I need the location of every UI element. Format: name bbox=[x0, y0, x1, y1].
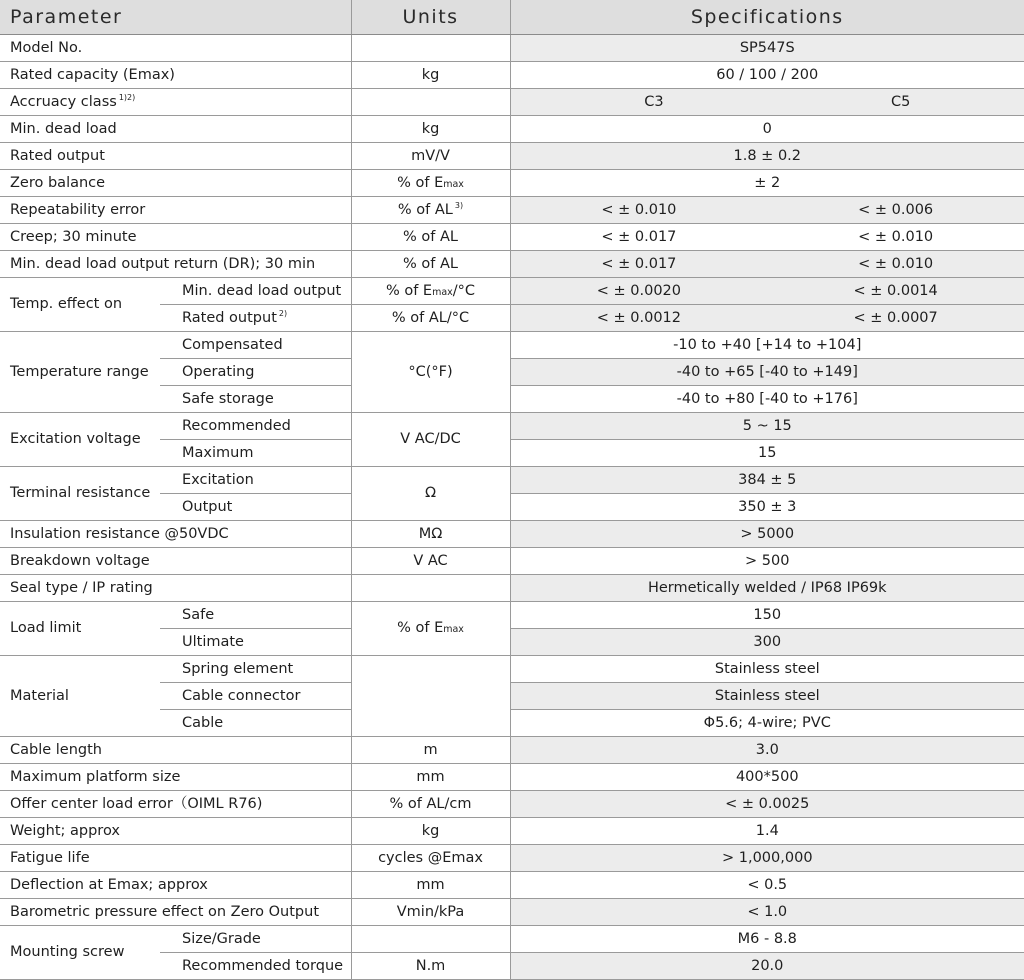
sub-safe-storage: Safe storage bbox=[160, 386, 351, 413]
table-row bbox=[0, 791, 1024, 818]
param-terminal: Terminal resistance bbox=[0, 467, 160, 521]
unit-text: % of AL bbox=[397, 202, 453, 219]
table-row bbox=[0, 899, 1024, 926]
sub-recommended-torque: Recommended torque bbox=[160, 953, 351, 980]
sub-ultimate: Ultimate bbox=[160, 629, 351, 656]
unit-excitation: V AC/DC bbox=[351, 413, 510, 467]
value-seal: Hermetically welded / IP68 IP69k bbox=[510, 575, 1024, 602]
value-torque: 20.0 bbox=[510, 953, 1024, 980]
unit-temp-range: °C(°F) bbox=[351, 332, 510, 413]
unit-model bbox=[351, 35, 510, 62]
param-mounting-screw: Mounting screw bbox=[0, 926, 160, 980]
unit-size-grade bbox=[351, 926, 510, 953]
unit-insulation: MΩ bbox=[351, 521, 510, 548]
value-zero-balance: ± 2 bbox=[510, 170, 1024, 197]
value-terminal-excitation: 384 ± 5 bbox=[510, 467, 1024, 494]
param-capacity: Rated capacity (Emax) bbox=[0, 62, 351, 89]
value-c5: < ± 0.010 bbox=[858, 228, 934, 245]
param-cable-length: Cable length bbox=[0, 737, 351, 764]
value-c3: < ± 0.0020 bbox=[596, 282, 682, 299]
value-platform: 400*500 bbox=[510, 764, 1024, 791]
value-ultimate: 300 bbox=[510, 629, 1024, 656]
table-row bbox=[0, 278, 1024, 305]
sub-rated-output bbox=[160, 305, 351, 332]
param-model: Model No. bbox=[0, 35, 351, 62]
value-c3: < ± 0.017 bbox=[601, 255, 677, 272]
unit-text: % of E bbox=[397, 620, 444, 637]
value-offcenter: < ± 0.0025 bbox=[510, 791, 1024, 818]
param-accuracy-label: Accruacy class bbox=[10, 94, 117, 111]
unit-suffix: /°C bbox=[452, 282, 476, 299]
param-offcenter: Offer center load error（OIML R76) bbox=[0, 791, 351, 818]
param-weight: Weight; approx bbox=[0, 818, 351, 845]
table-row bbox=[0, 89, 1024, 116]
param-temp-effect: Temp. effect on bbox=[0, 278, 160, 332]
unit-dr: % of AL bbox=[351, 251, 510, 278]
table-row bbox=[0, 143, 1024, 170]
table-row bbox=[0, 62, 1024, 89]
value-breakdown: > 500 bbox=[510, 548, 1024, 575]
param-barometric: Barometric pressure effect on Zero Output bbox=[0, 899, 351, 926]
param-min-dead-load: Min. dead load bbox=[0, 116, 351, 143]
unit-repeatability bbox=[351, 197, 510, 224]
table-row bbox=[0, 116, 1024, 143]
table-row bbox=[0, 845, 1024, 872]
table-row bbox=[0, 818, 1024, 845]
value-recommended: 5 ~ 15 bbox=[510, 413, 1024, 440]
value-creep bbox=[510, 224, 1024, 251]
table-row bbox=[0, 548, 1024, 575]
unit-min-dead-load: kg bbox=[351, 116, 510, 143]
value-c5: < ± 0.0007 bbox=[853, 309, 938, 326]
param-temp-range: Temperature range bbox=[0, 332, 160, 413]
table-row bbox=[0, 251, 1024, 278]
param-load-limit: Load limit bbox=[0, 602, 160, 656]
param-creep: Creep; 30 minute bbox=[0, 224, 351, 251]
value-c5: < ± 0.006 bbox=[858, 201, 934, 218]
value-model: SP547S bbox=[510, 35, 1024, 62]
value-temp-effect-rated bbox=[510, 305, 1024, 332]
value-cable-connector: Stainless steel bbox=[510, 683, 1024, 710]
sub-cable-connector: Cable connector bbox=[160, 683, 351, 710]
value-operating: -40 to +65 [-40 to +149] bbox=[510, 359, 1024, 386]
param-deflection: Deflection at Emax; approx bbox=[0, 872, 351, 899]
param-dr: Min. dead load output return (DR); 30 min bbox=[0, 251, 351, 278]
unit-zero-balance bbox=[351, 170, 510, 197]
value-c5: < ± 0.0014 bbox=[853, 282, 938, 299]
unit-temp-effect-min-dead bbox=[351, 278, 510, 305]
header-specifications: Specifications bbox=[510, 0, 1024, 35]
value-weight: 1.4 bbox=[510, 818, 1024, 845]
footnote-accuracy: 1)2) bbox=[118, 93, 136, 103]
sub-min-dead-load-output: Min. dead load output bbox=[160, 278, 351, 305]
value-repeatability bbox=[510, 197, 1024, 224]
sub-output: Output bbox=[160, 494, 351, 521]
param-material: Material bbox=[0, 656, 160, 737]
table-row bbox=[0, 35, 1024, 62]
unit-offcenter: % of AL/cm bbox=[351, 791, 510, 818]
value-spring-element: Stainless steel bbox=[510, 656, 1024, 683]
unit-subscript: max bbox=[443, 178, 464, 190]
unit-capacity: kg bbox=[351, 62, 510, 89]
param-insulation: Insulation resistance @50VDC bbox=[0, 521, 351, 548]
param-seal: Seal type / IP rating bbox=[0, 575, 351, 602]
value-dr bbox=[510, 251, 1024, 278]
value-size-grade: M6 - 8.8 bbox=[510, 926, 1024, 953]
unit-barometric: Vmin/kPa bbox=[351, 899, 510, 926]
unit-subscript: max bbox=[443, 624, 464, 636]
value-c3: < ± 0.010 bbox=[601, 201, 677, 218]
unit-deflection: mm bbox=[351, 872, 510, 899]
table-row bbox=[0, 467, 1024, 494]
value-safe: 150 bbox=[510, 602, 1024, 629]
table-row bbox=[0, 575, 1024, 602]
class-c5: C5 bbox=[890, 93, 911, 110]
sub-excitation: Excitation bbox=[160, 467, 351, 494]
unit-torque: N.m bbox=[351, 953, 510, 980]
sub-operating: Operating bbox=[160, 359, 351, 386]
value-accuracy bbox=[510, 89, 1024, 116]
table-row bbox=[0, 656, 1024, 683]
value-min-dead-load: 0 bbox=[510, 116, 1024, 143]
class-c3: C3 bbox=[644, 93, 664, 110]
unit-subscript: max bbox=[432, 286, 453, 298]
value-insulation: > 5000 bbox=[510, 521, 1024, 548]
sub-label: Rated output bbox=[182, 310, 277, 327]
unit-accuracy bbox=[351, 89, 510, 116]
table-row bbox=[0, 872, 1024, 899]
footnote-rated-output: 2) bbox=[278, 309, 288, 319]
param-excitation: Excitation voltage bbox=[0, 413, 160, 467]
value-maximum: 15 bbox=[510, 440, 1024, 467]
unit-breakdown: V AC bbox=[351, 548, 510, 575]
param-fatigue: Fatigue life bbox=[0, 845, 351, 872]
unit-text: % of E bbox=[397, 174, 444, 191]
table-row bbox=[0, 737, 1024, 764]
table-row bbox=[0, 764, 1024, 791]
unit-fatigue: cycles @Emax bbox=[351, 845, 510, 872]
sub-compensated: Compensated bbox=[160, 332, 351, 359]
header-units: Units bbox=[351, 0, 510, 35]
value-capacity: 60 / 100 / 200 bbox=[510, 62, 1024, 89]
sub-size-grade: Size/Grade bbox=[160, 926, 351, 953]
table-row bbox=[0, 602, 1024, 629]
param-zero-balance: Zero balance bbox=[0, 170, 351, 197]
table-row bbox=[0, 197, 1024, 224]
value-safe-storage: -40 to +80 [-40 to +176] bbox=[510, 386, 1024, 413]
table-row bbox=[0, 926, 1024, 953]
sub-spring-element: Spring element bbox=[160, 656, 351, 683]
value-c3: < ± 0.0012 bbox=[596, 309, 682, 326]
value-cable: Φ5.6; 4-wire; PVC bbox=[510, 710, 1024, 737]
unit-creep: % of AL bbox=[351, 224, 510, 251]
unit-platform: mm bbox=[351, 764, 510, 791]
table-row bbox=[0, 224, 1024, 251]
unit-load-limit bbox=[351, 602, 510, 656]
value-terminal-output: 350 ± 3 bbox=[510, 494, 1024, 521]
table-row bbox=[0, 413, 1024, 440]
unit-rated-output: mV/V bbox=[351, 143, 510, 170]
unit-cable-length: m bbox=[351, 737, 510, 764]
header-parameter: Parameter bbox=[0, 0, 351, 35]
unit-terminal: Ω bbox=[351, 467, 510, 521]
param-accuracy bbox=[0, 89, 351, 116]
value-c3: < ± 0.017 bbox=[601, 228, 677, 245]
sub-maximum: Maximum bbox=[160, 440, 351, 467]
table-row bbox=[0, 332, 1024, 359]
param-repeatability: Repeatability error bbox=[0, 197, 351, 224]
value-c5: < ± 0.010 bbox=[858, 255, 934, 272]
unit-weight: kg bbox=[351, 818, 510, 845]
value-barometric: < 1.0 bbox=[510, 899, 1024, 926]
footnote-repeatability: 3) bbox=[454, 201, 464, 211]
param-rated-output: Rated output bbox=[0, 143, 351, 170]
header-row bbox=[0, 0, 1024, 35]
value-fatigue: > 1,000,000 bbox=[510, 845, 1024, 872]
value-cable-length: 3.0 bbox=[510, 737, 1024, 764]
unit-material bbox=[351, 656, 510, 737]
unit-seal bbox=[351, 575, 510, 602]
param-platform: Maximum platform size bbox=[0, 764, 351, 791]
sub-recommended: Recommended bbox=[160, 413, 351, 440]
unit-text: % of E bbox=[385, 282, 433, 299]
unit-temp-effect-rated: % of AL/°C bbox=[351, 305, 510, 332]
value-deflection: < 0.5 bbox=[510, 872, 1024, 899]
value-compensated: -10 to +40 [+14 to +104] bbox=[510, 332, 1024, 359]
table-row bbox=[0, 170, 1024, 197]
table-row bbox=[0, 521, 1024, 548]
value-rated-output: 1.8 ± 0.2 bbox=[510, 143, 1024, 170]
sub-safe: Safe bbox=[160, 602, 351, 629]
sub-cable: Cable bbox=[160, 710, 351, 737]
value-temp-effect-min-dead bbox=[510, 278, 1024, 305]
param-breakdown: Breakdown voltage bbox=[0, 548, 351, 575]
